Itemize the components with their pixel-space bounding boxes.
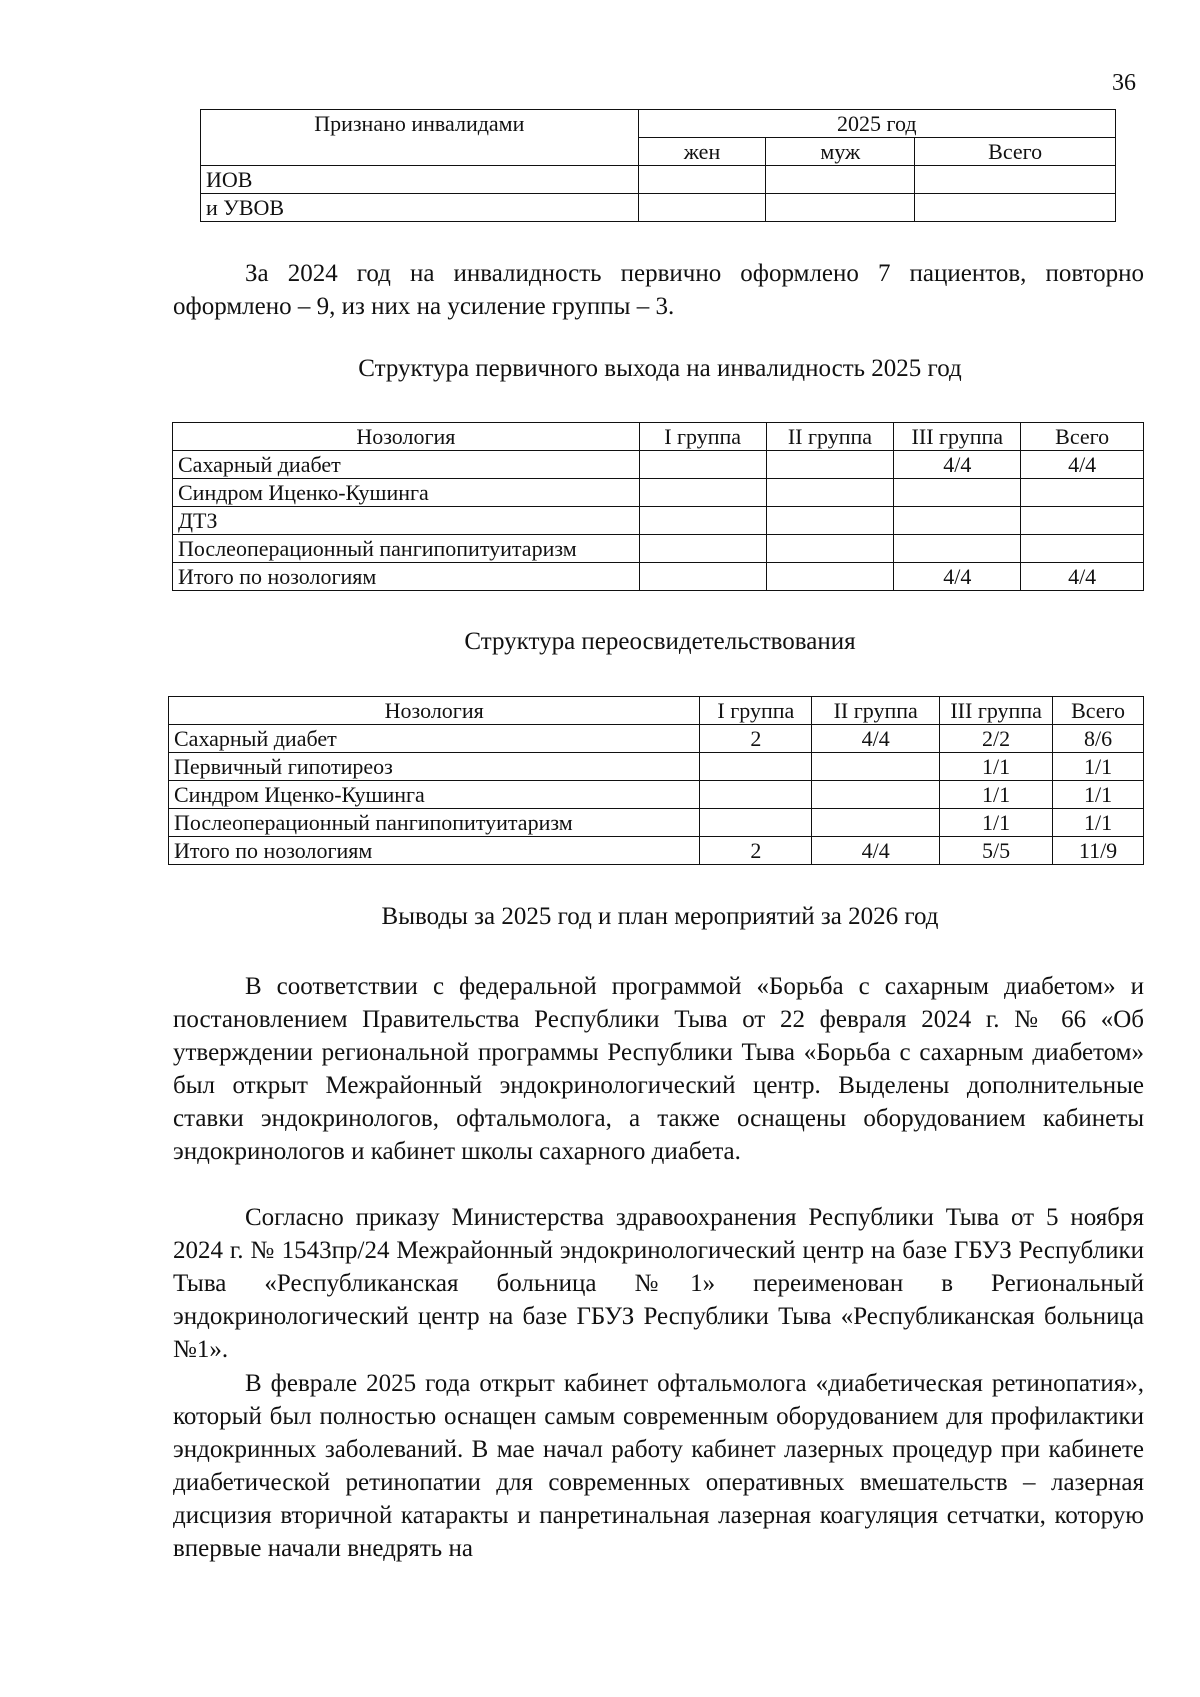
header-cell: 2025 год <box>638 110 1115 138</box>
paragraph-ophthalmology: В феврале 2025 года открыт кабинет офтальмолога «диабетическая ретинопатия», который был полностью оснащен самым современным оборудованием для профилактики эндокринных заболеваний. В мае начал работу кабинет лазерных процедур при кабинете диабетической ретинопатии для современных оперативных вмешательств – лазерная дисцизия вторичной катаракты и панретинальная лазерная коагуляция сетчатки, которую впервые начали внедрять на <box>173 1370 1144 1562</box>
table-row <box>169 809 1144 837</box>
row-label: Синдром Иценко-Кушинга <box>173 479 640 507</box>
table-row <box>173 535 1144 563</box>
row-label: ДТЗ <box>173 507 640 535</box>
table-cell: 1/1 <box>1053 781 1144 809</box>
table-cell: 4/4 <box>1021 451 1144 479</box>
table-cell: 11/9 <box>1053 837 1144 865</box>
table-cell: 5/5 <box>940 837 1053 865</box>
paragraph-federal-program: В соответствии с федеральной программой «Борьба с сахарным диабетом» и постановлением Правительства Республики Тыва от 22 февраля 2024 г. № 66 «Об утверждении региональной программы Республики Тыва «Борьба с сахарным диабетом» был открыт Межрайонный эндокринологический центр. Выделены дополнительные ставки эндокринологов, офтальмолога, а также оснащены оборудованием кабинеты эндокринологов и кабинет школы сахарного диабета. <box>173 973 1144 1165</box>
table-row <box>173 479 1144 507</box>
page-number: 36 <box>1112 70 1136 96</box>
table-cell <box>1021 479 1144 507</box>
header-cell: Всего <box>915 138 1116 166</box>
table-cell <box>894 535 1021 563</box>
header-cell: Всего <box>1053 697 1144 725</box>
table-cell <box>812 753 940 781</box>
header-cell: жен <box>638 138 766 166</box>
row-label: Сахарный диабет <box>173 451 640 479</box>
table-cell <box>812 781 940 809</box>
table-cell <box>766 535 894 563</box>
header-cell: III группа <box>940 697 1053 725</box>
table-cell: 4/4 <box>894 451 1021 479</box>
header-cell: Нозология <box>169 697 700 725</box>
table-cell <box>915 166 1116 194</box>
table-cell: 2 <box>700 725 812 753</box>
paragraph-ministry-order: Согласно приказу Министерства здравоохранения Республики Тыва от 5 ноября 2024 г. № 1543пр/24 Межрайонный эндокринологический центр на базе ГБУЗ Республики Тыва «Республиканская больница №1» переименован в Региональный эндокринологический центр на базе ГБУЗ Республики Тыва «Республиканская больница №1». <box>173 1204 1144 1363</box>
table-cell <box>766 194 915 222</box>
table-row <box>173 563 1144 591</box>
table-cell: 4/4 <box>812 725 940 753</box>
header-cell: III группа <box>894 423 1021 451</box>
table-cell <box>915 194 1116 222</box>
table-row <box>173 507 1144 535</box>
table-cell <box>766 166 915 194</box>
heading-conclusions: Выводы за 2025 год и план мероприятий за 2026 год <box>381 903 939 930</box>
row-label: Сахарный диабет <box>169 725 700 753</box>
table-cell <box>894 479 1021 507</box>
table-row <box>169 781 1144 809</box>
header-cell: II группа <box>766 423 894 451</box>
table-cell: 4/4 <box>894 563 1021 591</box>
header-cell: Нозология <box>173 423 640 451</box>
table-row <box>173 451 1144 479</box>
table-cell <box>639 535 766 563</box>
reexamination-table <box>168 696 1144 865</box>
header-cell: Признано инвалидами <box>201 110 639 166</box>
table-cell <box>1021 535 1144 563</box>
header-cell: II группа <box>812 697 940 725</box>
table-cell <box>638 194 766 222</box>
table-row <box>169 697 1144 725</box>
row-label: Синдром Иценко-Кушинга <box>169 781 700 809</box>
table-cell <box>766 563 894 591</box>
table-cell <box>700 753 812 781</box>
row-label: ИОВ <box>201 166 639 194</box>
table-row <box>169 725 1144 753</box>
table-cell: 1/1 <box>940 753 1053 781</box>
row-label: Послеоперационный пангипопитуитаризм <box>173 535 640 563</box>
table-cell <box>638 166 766 194</box>
row-label: Послеоперационный пангипопитуитаризм <box>169 809 700 837</box>
header-cell: I группа <box>639 423 766 451</box>
table-cell <box>1021 507 1144 535</box>
table-row <box>173 423 1144 451</box>
table-cell <box>639 563 766 591</box>
header-cell: Всего <box>1021 423 1144 451</box>
disability-table <box>200 109 1116 222</box>
primary-disability-table <box>172 422 1144 591</box>
table-cell <box>639 479 766 507</box>
row-label: Итого по нозологиям <box>173 563 640 591</box>
table-row <box>201 110 1116 138</box>
table-cell: 1/1 <box>1053 809 1144 837</box>
table-cell <box>639 451 766 479</box>
row-label: Первичный гипотиреоз <box>169 753 700 781</box>
table-cell <box>639 507 766 535</box>
table-cell <box>812 809 940 837</box>
table-row <box>169 753 1144 781</box>
table-cell: 1/1 <box>940 809 1053 837</box>
table-row <box>201 194 1116 222</box>
heading-reexamination: Структура переосвидетельствования <box>464 628 856 655</box>
table-cell <box>894 507 1021 535</box>
table-row <box>201 166 1116 194</box>
table-cell <box>766 507 894 535</box>
table-cell: 2 <box>700 837 812 865</box>
table-cell <box>700 781 812 809</box>
table-cell <box>766 479 894 507</box>
table-cell <box>700 809 812 837</box>
table-cell: 4/4 <box>1021 563 1144 591</box>
row-label: Итого по нозологиям <box>169 837 700 865</box>
header-cell: муж <box>766 138 915 166</box>
table-cell: 8/6 <box>1053 725 1144 753</box>
table-cell: 1/1 <box>940 781 1053 809</box>
table-row <box>169 837 1144 865</box>
table-cell: 4/4 <box>812 837 940 865</box>
paragraph-2024: За 2024 год на инвалидность первично оформлено 7 пациентов, повторно оформлено – 9, из них на усиление группы – 3. <box>173 260 1144 320</box>
table-cell: 1/1 <box>1053 753 1144 781</box>
header-cell: I группа <box>700 697 812 725</box>
table-cell <box>766 451 894 479</box>
row-label: и УВОВ <box>201 194 639 222</box>
heading-primary-disability: Структура первичного выхода на инвалидность 2025 год <box>358 355 962 382</box>
table-cell: 2/2 <box>940 725 1053 753</box>
